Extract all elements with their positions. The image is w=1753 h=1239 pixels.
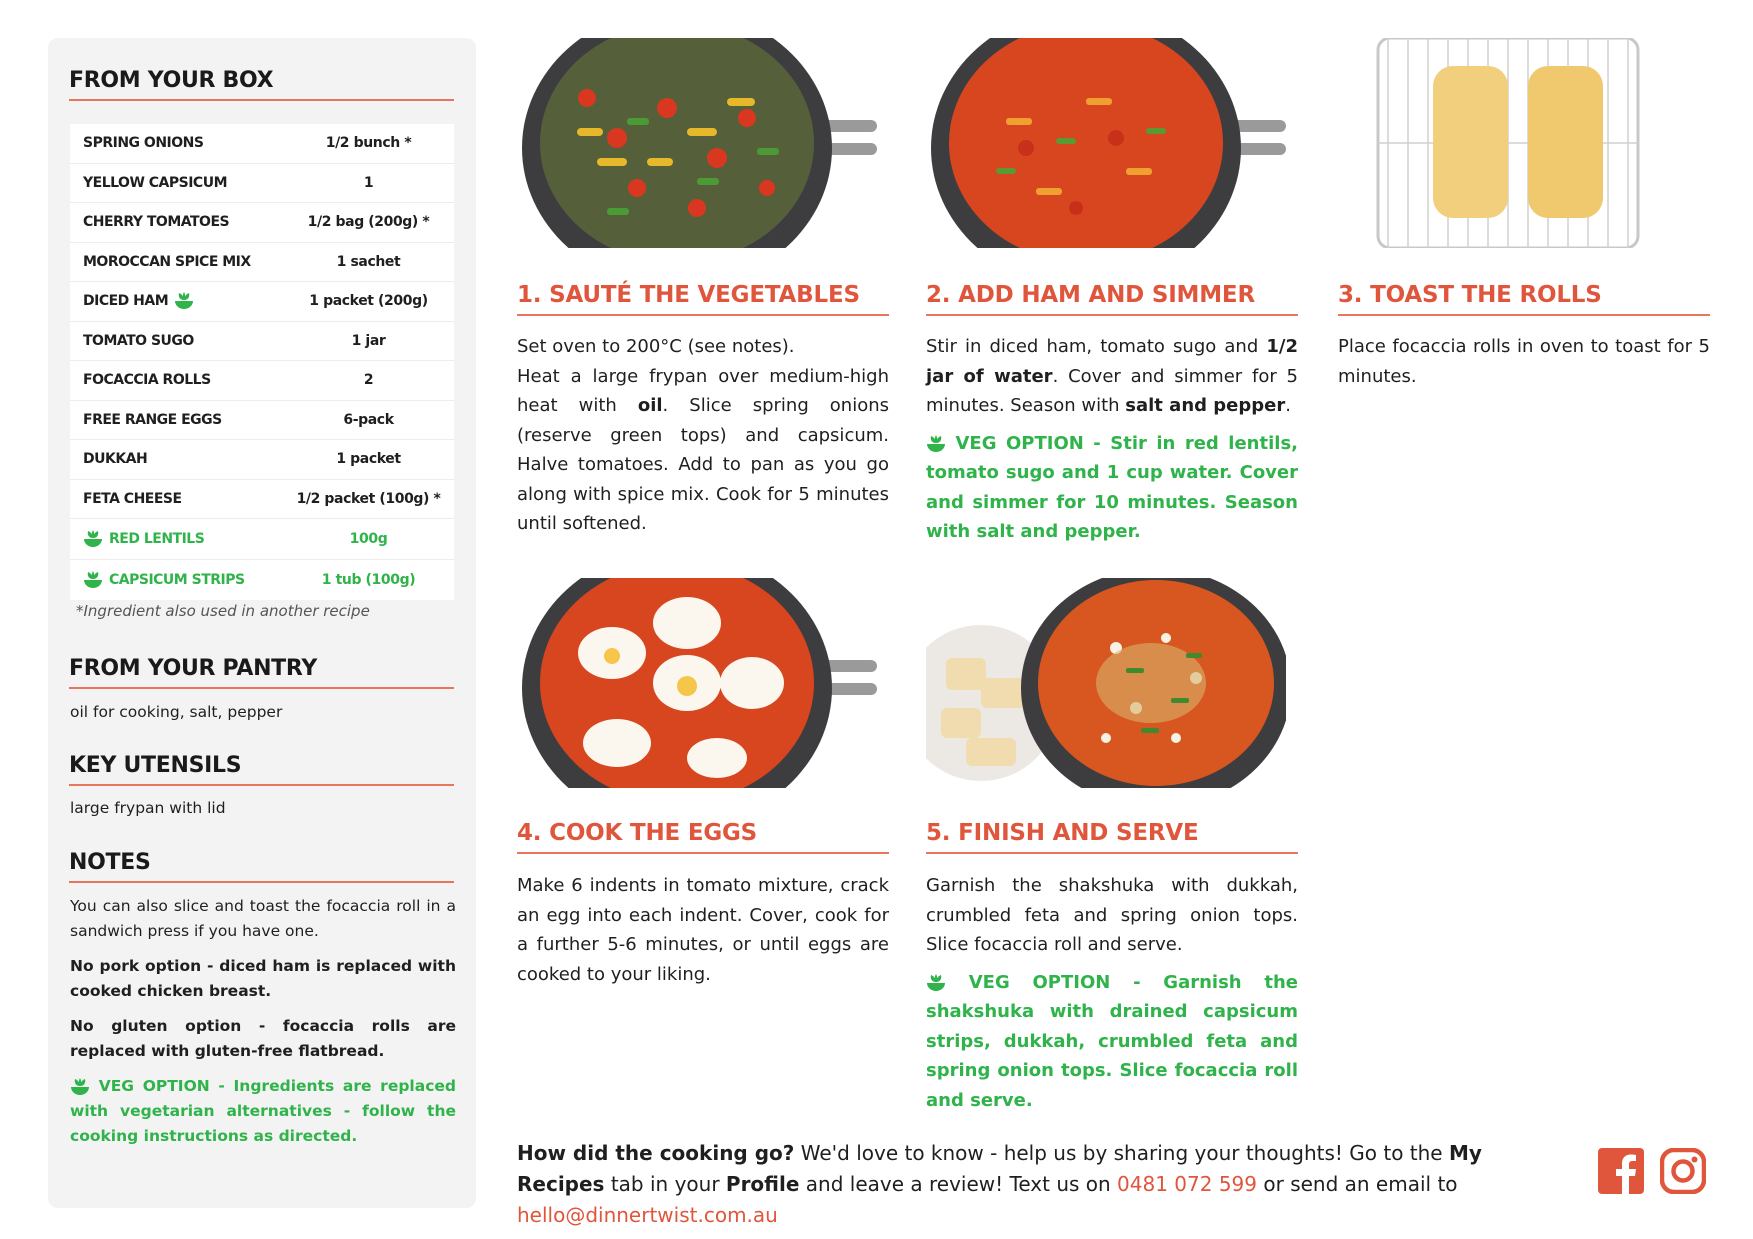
veg-bowl-icon	[174, 292, 194, 310]
ingredient-name: SPRING ONIONS	[83, 135, 204, 152]
text-run: tab in your	[604, 1172, 726, 1196]
step2-photo	[926, 38, 1286, 248]
table-row	[70, 243, 454, 283]
ingredients-panel	[48, 38, 476, 1208]
veg-bowl-icon	[70, 1078, 90, 1096]
footnote: *Ingredient also used in another recipe	[76, 602, 370, 620]
feedback-footer	[517, 1138, 1567, 1231]
ingredient-label: DICED HAM	[83, 293, 169, 310]
text-run: or send an email to	[1257, 1172, 1458, 1196]
ingredient-qty: 1 tub (100g)	[321, 572, 416, 588]
veg-bowl-icon	[926, 974, 946, 992]
utensils-text: large frypan with lid	[70, 799, 226, 817]
ingredient-name: MOROCCAN SPICE MIX	[83, 253, 251, 270]
veg-note	[70, 1074, 456, 1149]
step5-veg-option	[926, 968, 1298, 1116]
step3-text: Place focaccia rolls in oven to toast for 5 minutes.	[1338, 336, 1710, 387]
step5-paragraph: Garnish the shakshuka with dukkah, crumbled feta and spring onion tops. Slice focaccia roll and serve.	[926, 875, 1298, 955]
profile-label: Profile	[725, 1172, 800, 1196]
text-run: Heat a large frypan over medium-high heat with	[517, 365, 889, 416]
ingredient-label: RED LENTILS	[109, 531, 205, 547]
ingredient-qty: 1/2 bag (200g) *	[307, 214, 430, 231]
step1-line1: Set oven to 200°C (see notes).	[517, 336, 795, 357]
table-row	[70, 519, 454, 560]
text-bold: salt and pepper	[1125, 395, 1286, 416]
step3-photo	[1338, 38, 1698, 248]
step2-veg-option	[926, 429, 1298, 547]
table-row	[70, 124, 454, 164]
table-row	[70, 560, 454, 600]
note-text: No pork option - diced ham is replaced with cooked chicken breast.	[70, 957, 456, 1000]
ingredient-qty: 1 packet (200g)	[309, 293, 428, 310]
ingredient-qty: 2	[363, 372, 374, 389]
veg-note-text: VEG OPTION - Ingredients are replaced with vegetarian alternatives - follow the cooking instructions as directed.	[70, 1077, 457, 1145]
notes-title: NOTES	[69, 850, 454, 883]
utensils-title: KEY UTENSILS	[69, 753, 454, 786]
ingredient-qty: 1 jar	[351, 332, 386, 349]
table-row	[70, 203, 454, 243]
step5-photo	[926, 578, 1286, 788]
step1-text	[517, 332, 889, 539]
ingredient-name: DUKKAH	[83, 451, 148, 468]
ingredient-name: FETA CHEESE	[83, 490, 182, 507]
pantry-title: FROM YOUR PANTRY	[69, 656, 454, 689]
table-row	[70, 401, 454, 441]
ingredient-name: YELLOW CAPSICUM	[83, 174, 227, 191]
table-row	[70, 322, 454, 362]
table-row	[70, 440, 454, 480]
veg-option-text: VEG OPTION - Stir in red lentils, tomato sugo and 1 cup water. Cover and simmer for 10 minutes. Season with salt and pepper.	[926, 432, 1298, 542]
veg-bowl-icon	[83, 530, 103, 548]
ingredient-label: CAPSICUM STRIPS	[109, 572, 245, 588]
text-run: . Slice spring onions (reserve green tops) and capsicum. Halve tomatoes. Add to pan as you go along with spice mix. Cook for 5 minutes until softened.	[517, 395, 890, 534]
step2-text	[926, 332, 1298, 547]
ingredient-name: FOCACCIA ROLLS	[83, 372, 211, 389]
ingredient-qty: 100g	[349, 531, 388, 547]
step1-photo	[517, 38, 877, 248]
step1-paragraph	[517, 362, 889, 539]
ingredient-qty: 6-pack	[343, 411, 394, 428]
text-run: We'd love to know - help us by sharing your thoughts! Go to the	[794, 1141, 1449, 1165]
text-run: . Cover and simmer for 5 minutes. Season with	[926, 365, 1299, 416]
ingredient-qty: 1 packet	[336, 451, 401, 468]
veg-option-text: VEG OPTION - Garnish the shakshuka with drained capsicum strips, dukkah, crumbled feta and spring onion tops. Slice focaccia roll and serve.	[926, 971, 1298, 1111]
step2-paragraph	[926, 332, 1298, 421]
note-text: No gluten option - focaccia rolls are replaced with gluten-free flatbread.	[70, 1017, 456, 1060]
my-recipes-label: My Recipes	[517, 1141, 1482, 1196]
step3-title: 3. TOAST THE ROLLS	[1338, 282, 1710, 316]
text-run: .	[1285, 395, 1291, 416]
step5-text	[926, 871, 1298, 1115]
pantry-text: oil for cooking, salt, pepper	[70, 703, 283, 721]
step4-text: Make 6 indents in tomato mixture, crack an egg into each indent. Cover, cook for a further 5-6 minutes, or until eggs are cooked to your liking.	[517, 875, 889, 985]
box-title: FROM YOUR BOX	[69, 68, 454, 101]
note-text: You can also slice and toast the focaccia roll in a sandwich press if you have one.	[70, 897, 456, 940]
table-row	[70, 164, 454, 204]
notes-body	[70, 894, 456, 1159]
ingredient-qty: 1	[363, 174, 374, 191]
ingredient-name	[70, 530, 283, 548]
ingredient-qty: 1 sachet	[336, 253, 401, 270]
step1-title: 1. SAUTÉ THE VEGETABLES	[517, 282, 889, 316]
instagram-icon[interactable]	[1660, 1148, 1706, 1194]
text-run: and leave a review! Text us on	[799, 1172, 1118, 1196]
ingredient-qty: 1/2 bunch *	[325, 135, 412, 152]
table-row	[70, 282, 454, 322]
step4-title: 4. COOK THE EGGS	[517, 820, 889, 854]
step2-title: 2. ADD HAM AND SIMMER	[926, 282, 1298, 316]
email-link[interactable]: hello@dinnertwist.com.au	[517, 1203, 778, 1227]
table-row	[70, 480, 454, 520]
text-run: Stir in diced ham, tomato sugo and	[926, 336, 1267, 357]
veg-bowl-icon	[83, 571, 103, 589]
ingredient-name	[70, 571, 283, 589]
ingredient-name: FREE RANGE EGGS	[83, 411, 222, 428]
text-bold: 1/2 jar of water	[926, 336, 1298, 387]
step5-title: 5. FINISH AND SERVE	[926, 820, 1298, 854]
ingredient-name: TOMATO SUGO	[83, 332, 194, 349]
ingredient-qty: 1/2 packet (100g) *	[296, 490, 441, 507]
ingredients-table	[70, 124, 454, 600]
ingredient-name	[70, 292, 283, 310]
step4-photo	[517, 578, 877, 788]
phone-link[interactable]: 0481 072 599	[1117, 1172, 1258, 1196]
table-row	[70, 361, 454, 401]
ingredient-name: CHERRY TOMATOES	[83, 214, 230, 231]
veg-bowl-icon	[926, 435, 946, 453]
text-bold: oil	[637, 395, 663, 416]
facebook-icon[interactable]	[1598, 1148, 1644, 1194]
feedback-question: How did the cooking go?	[517, 1141, 795, 1165]
